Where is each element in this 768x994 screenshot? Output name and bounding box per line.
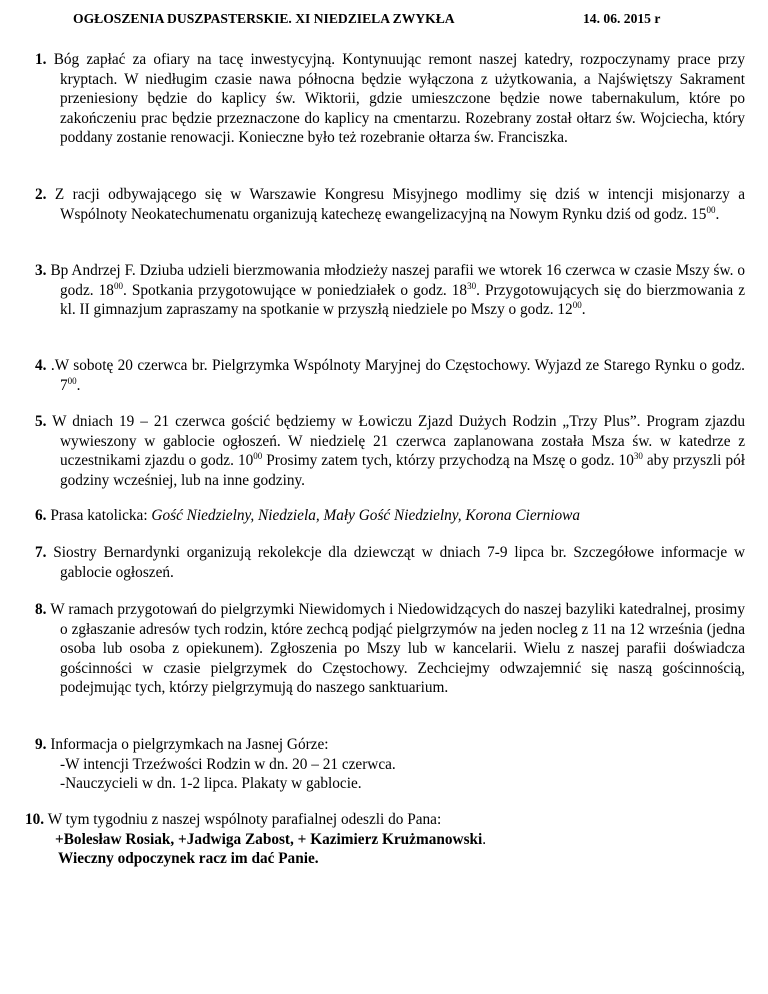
superscript-minutes: 00 bbox=[706, 204, 716, 215]
item-text: Bóg zapłać za ofiary na tacę inwestycyjną. Kontynuując remont naszej katedry, rozpoczynamy prace przy kryptach. W niedługim czasie nawa północna będzie wyłączona z użytkowania, a Najświętszy Sakrament przeniesiony będzie do kaplicy św. Wiktorii, gdzie umieszczone będzie nowe tabernakulum, które po zakończeniu prac będzie przeznaczone do kaplicy na cmentarzu. Rozebrany został ołtarz św. Wojciecha, który poddany zostanie renowacji. Konieczne było też rozebranie ołtarza św. Franciszka. bbox=[53, 51, 745, 147]
announcement-5 bbox=[35, 412, 745, 490]
item-text-c: aby przyszli pół godziny wcześniej, lub na inne godziny. bbox=[60, 452, 746, 489]
item-text-a: Prasa katolicka: bbox=[50, 507, 152, 524]
item-text-a: W dniach 19 – 21 czerwca gościć będziemy w Łowiczu Zjazd Dużych Rodzin „Trzy Plus”. Program zjazdu wywieszony w gablocie ogłoszeń. W niedzielę 21 czerwca zaplanowana została Msza św. w katedrze z uczestnikami zjazdu o godz. 10 bbox=[52, 413, 745, 470]
item-line-3: -Nauczycieli w dn. 1-2 lipca. Plakaty w gablocie. bbox=[60, 775, 362, 793]
announcement-10 bbox=[25, 810, 735, 869]
item-text-italic: Gość Niedzielny, Niedziela, Mały Gość Niedzielny, Korona Cierniowa bbox=[151, 507, 580, 524]
item-number: 2. bbox=[35, 186, 47, 203]
item-text-b: . bbox=[715, 205, 720, 223]
item-text-b: . bbox=[76, 376, 81, 394]
item-number: 5. bbox=[35, 413, 47, 430]
item-text: W ramach przygotowań do pielgrzymki Niewidomych i Niedowidzących do naszej bazyliki katedralnej, prosimy o zgłaszanie adresów tych rodzin, które zechcą podjąć pielgrzymów na jeden nocleg z 11 na 12 września (jedna osoba lub osoba z opiekunem). Zgłoszenia po Mszy lub w kancelarii. Wielu z naszej parafii doświadcza gościnności w czasie pielgrzymek do Częstochowy. Zechciejmy odwzajemnić się naszą gościnnością, podejmując tych, którzy pielgrzymują do naszego sanktuarium. bbox=[50, 601, 745, 697]
item-text-d: . bbox=[581, 301, 586, 319]
superscript-minutes: 00 bbox=[67, 375, 77, 386]
item-text: Siostry Bernardynki organizują rekolekcje dla dziewcząt w dniach 7-9 lipca br. Szczegółowe informacje w gablocie ogłoszeń. bbox=[53, 544, 745, 581]
item-number: 8. bbox=[35, 601, 47, 618]
item-text-b: . Spotkania przygotowujące w poniedziałek o godz. 18 bbox=[122, 281, 468, 299]
item-line-1: Informacja o pielgrzymkach na Jasnej Górze: bbox=[50, 736, 329, 753]
announcement-7 bbox=[35, 543, 745, 582]
deceased-names: +Bolesław Rosiak, +Jadwiga Zabost, + Kazimierz Krużmanowski bbox=[55, 830, 483, 848]
announcement-1 bbox=[35, 50, 745, 148]
announcement-8 bbox=[35, 600, 745, 698]
item-number: 9. bbox=[35, 736, 47, 753]
eternal-rest-prayer: Wieczny odpoczynek racz im dać Panie. bbox=[58, 850, 319, 868]
superscript-minutes: 00 bbox=[253, 451, 263, 462]
superscript-minutes: 30 bbox=[467, 280, 477, 291]
item-number: 10. bbox=[25, 811, 45, 828]
deceased-names-period: . bbox=[482, 830, 487, 848]
item-line-1: W tym tygodniu z naszej wspólnoty parafialnej odeszli do Pana: bbox=[47, 811, 442, 828]
item-text-c: . Przygotowujących się do bierzmowania z kl. II gimnazjum zapraszamy na spotkanie w przyszłą niedziele po Mszy o godz. 12 bbox=[60, 281, 745, 319]
superscript-minutes: 00 bbox=[572, 300, 582, 311]
announcements-header bbox=[0, 11, 768, 33]
announcement-3 bbox=[35, 261, 745, 320]
announcement-6 bbox=[35, 506, 745, 526]
header-date: 14. 06. 2015 r bbox=[583, 11, 661, 26]
item-number: 6. bbox=[35, 507, 47, 524]
item-number: 1. bbox=[35, 51, 47, 68]
superscript-minutes: 30 bbox=[633, 451, 643, 462]
item-text-b: Prosimy zatem tych, którzy przychodzą na Mszę o godz. 10 bbox=[262, 452, 634, 470]
item-number: 3. bbox=[35, 262, 47, 279]
item-number: 7. bbox=[35, 544, 47, 561]
item-line-2: -W intencji Trzeźwości Rodzin w dn. 20 – 21 czerwca. bbox=[60, 755, 396, 773]
announcement-2 bbox=[35, 185, 745, 224]
announcement-4 bbox=[35, 356, 745, 395]
item-text-a: .W sobotę 20 czerwca br. Pielgrzymka Wspólnoty Maryjnej do Częstochowy. Wyjazd ze Starego Rynku o godz. 7 bbox=[50, 357, 745, 394]
item-number: 4. bbox=[35, 357, 47, 374]
item-text-a: Z racji odbywającego się w Warszawie Kongresu Misyjnego modlimy się dziś w intencji misjonarzy a Wspólnoty Neokatechumenatu organizują katechezę ewangelizacyjną na Nowym Rynku dziś od godz. 15 bbox=[54, 186, 745, 223]
header-title: OGŁOSZENIA DUSZPASTERSKIE. XI NIEDZIELA ZWYKŁA bbox=[73, 11, 455, 26]
item-text-a: Bp Andrzej F. Dziuba udzieli bierzmowania młodzieży naszej parafii we wtorek 16 czerwca w czasie Mszy św. o godz. 18 bbox=[50, 262, 745, 299]
superscript-minutes: 00 bbox=[113, 280, 123, 291]
announcement-9 bbox=[35, 735, 745, 794]
